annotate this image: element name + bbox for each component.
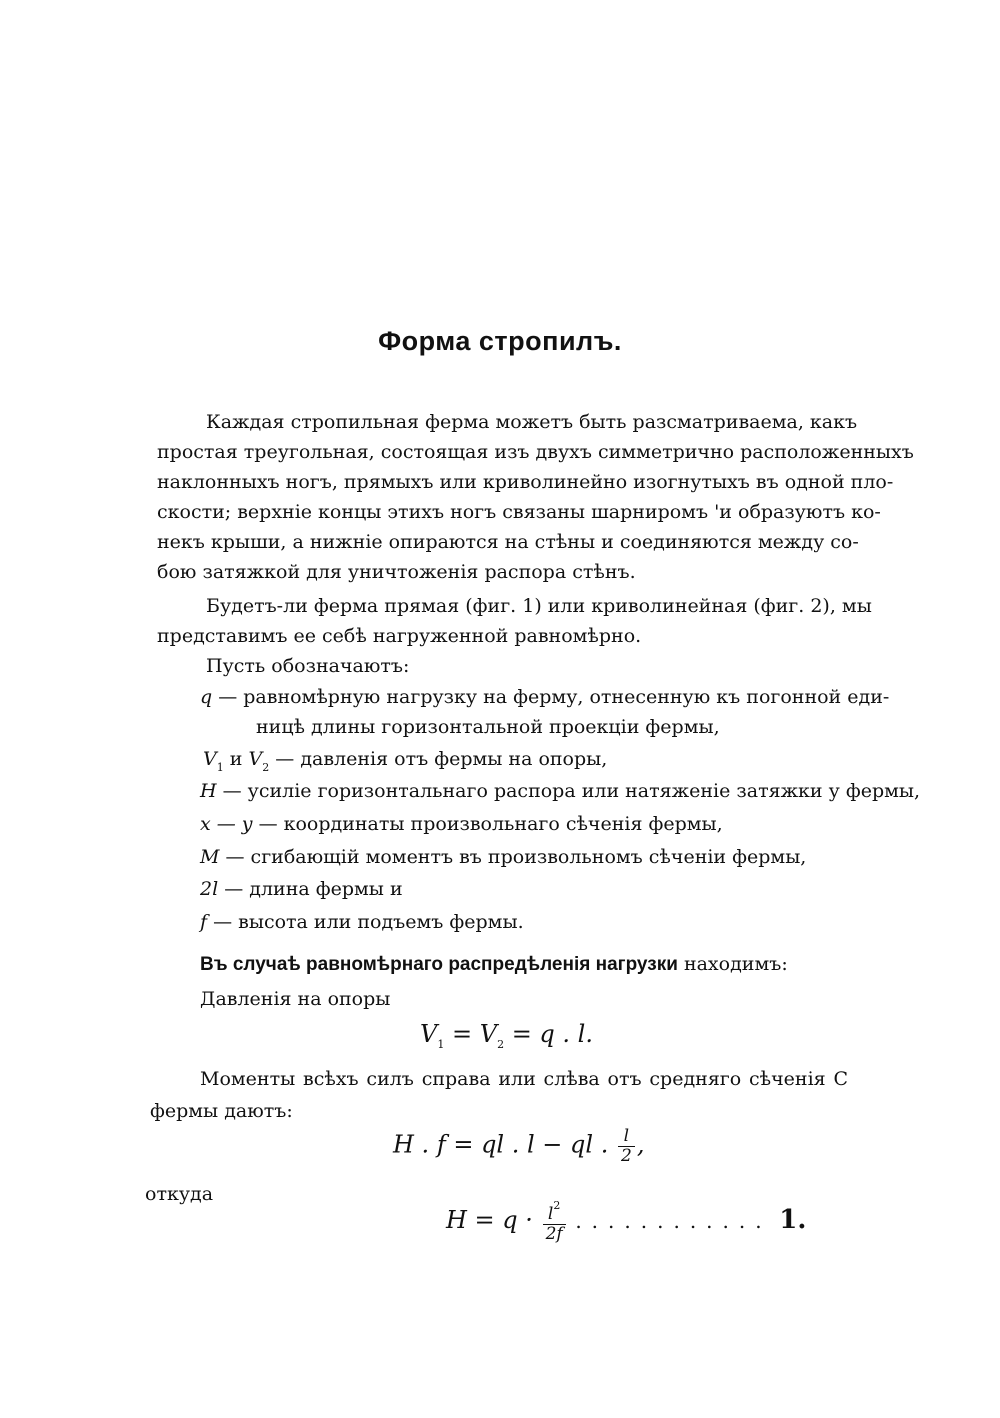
case-heading: Въ случаѣ равномѣрнаго распредѣленія нагрузки	[200, 954, 678, 975]
def-m-text: — сгибающій моментъ въ произвольномъ сѣченіи фермы,	[225, 846, 807, 868]
formula3-denominator: 2f	[545, 1223, 563, 1244]
def-xy-text: — координаты произвольнаго сѣченія фермы,	[258, 813, 723, 835]
symbol-h: H	[200, 780, 217, 802]
subscript-1: 1	[216, 761, 224, 774]
def-xy	[200, 815, 723, 834]
formula2-fraction	[618, 1127, 635, 1165]
formula-reactions	[420, 1020, 593, 1051]
def-v	[203, 750, 607, 773]
formula1-v2: V	[479, 1020, 498, 1048]
para1-line: простая треугольная, состоящая изъ двухъ симметрично расположенныхъ	[157, 441, 914, 463]
def-l-text: — длина фермы и	[224, 878, 403, 900]
para1-line: наклонныхъ ногъ, прямыхъ или криволинейно изогнутыхъ въ одной пло-	[157, 471, 894, 493]
let-denote-line: Пусть обозначаютъ:	[206, 655, 410, 677]
formula1-v1: V	[420, 1020, 438, 1048]
def-f-text: — высота или подъемъ фермы.	[213, 911, 524, 933]
symbol-f: f	[200, 911, 208, 933]
page-title: Форма стропилъ.	[378, 326, 622, 356]
symbol-m: M	[200, 846, 220, 868]
def-q-text: — равномѣрную нагрузку на ферму, отнесенную къ погонной еди-	[218, 686, 890, 708]
formula1-sub1: 1	[437, 1038, 445, 1051]
formula3-lhs: H = q ·	[446, 1206, 533, 1235]
def-h-text: — усиліе горизонтальнаго распора или натяженіе затяжки у фермы,	[222, 780, 921, 802]
def-h	[200, 782, 920, 801]
def-f	[200, 913, 524, 932]
formula-moment	[393, 1127, 644, 1165]
para2-line: представимъ ее себѣ нагруженной равномѣрно.	[157, 625, 642, 647]
para1-line: бою затяжкой для уничтоженія распора стѣнъ.	[157, 561, 636, 583]
para2-line: Будетъ-ли ферма прямая (фиг. 1) или криволинейная (фиг. 2), мы	[206, 595, 872, 617]
para1-line: Каждая стропильная ферма можетъ быть разсматриваема, какъ	[206, 411, 858, 433]
case-heading-tail: находимъ:	[683, 953, 788, 975]
formula1-eq: =	[444, 1020, 480, 1048]
def-q-cont: ницѣ длины горизонтальной проекціи фермы,	[256, 716, 720, 738]
case-heading-line	[200, 955, 788, 974]
whence-line: откуда	[145, 1183, 214, 1205]
def-v-text: — давленія отъ фермы на опоры,	[275, 748, 608, 770]
def-q	[200, 686, 890, 708]
symbol-2l: 2l	[200, 878, 219, 900]
subscript-2: 2	[262, 761, 270, 774]
formula3-fraction	[543, 1200, 566, 1243]
symbol-q: q	[200, 686, 213, 708]
formula2-lhs: H . f = ql . l − ql .	[393, 1130, 609, 1159]
formula3-num-exp: 2	[553, 1199, 561, 1212]
formula2-tail: ,	[636, 1130, 645, 1159]
moments-line: Моменты всѣхъ силъ справа или слѣва отъ средняго сѣченія C	[200, 1068, 848, 1090]
def-m	[200, 848, 806, 867]
para1-line: скости; верхніе концы этихъ ногъ связаны шарниромъ 'и образуютъ ко-	[157, 501, 881, 523]
formula-thrust	[446, 1200, 806, 1243]
formula1-sub2: 2	[497, 1038, 505, 1051]
moments-line: фермы даютъ:	[150, 1100, 293, 1122]
word-and: и	[229, 748, 243, 770]
formula2-denominator: 2	[620, 1145, 632, 1166]
def-l	[200, 880, 403, 899]
pressures-line: Давленія на опоры	[200, 988, 391, 1010]
para1-line: некъ крыши, а нижніе опираются на стѣны и соединяются между со-	[157, 531, 859, 553]
equation-number: 1.	[779, 1205, 807, 1236]
symbol-v2: V	[248, 748, 263, 770]
symbol-v1: V	[203, 748, 217, 770]
formula2-numerator: l	[618, 1127, 635, 1147]
formula3-numerator	[543, 1200, 566, 1225]
formula3-leader-dots: ............	[575, 1209, 772, 1234]
formula3-num-base: l	[547, 1204, 554, 1224]
formula1-rhs: = q . l.	[504, 1020, 593, 1048]
symbol-xy: x — y	[200, 813, 253, 835]
